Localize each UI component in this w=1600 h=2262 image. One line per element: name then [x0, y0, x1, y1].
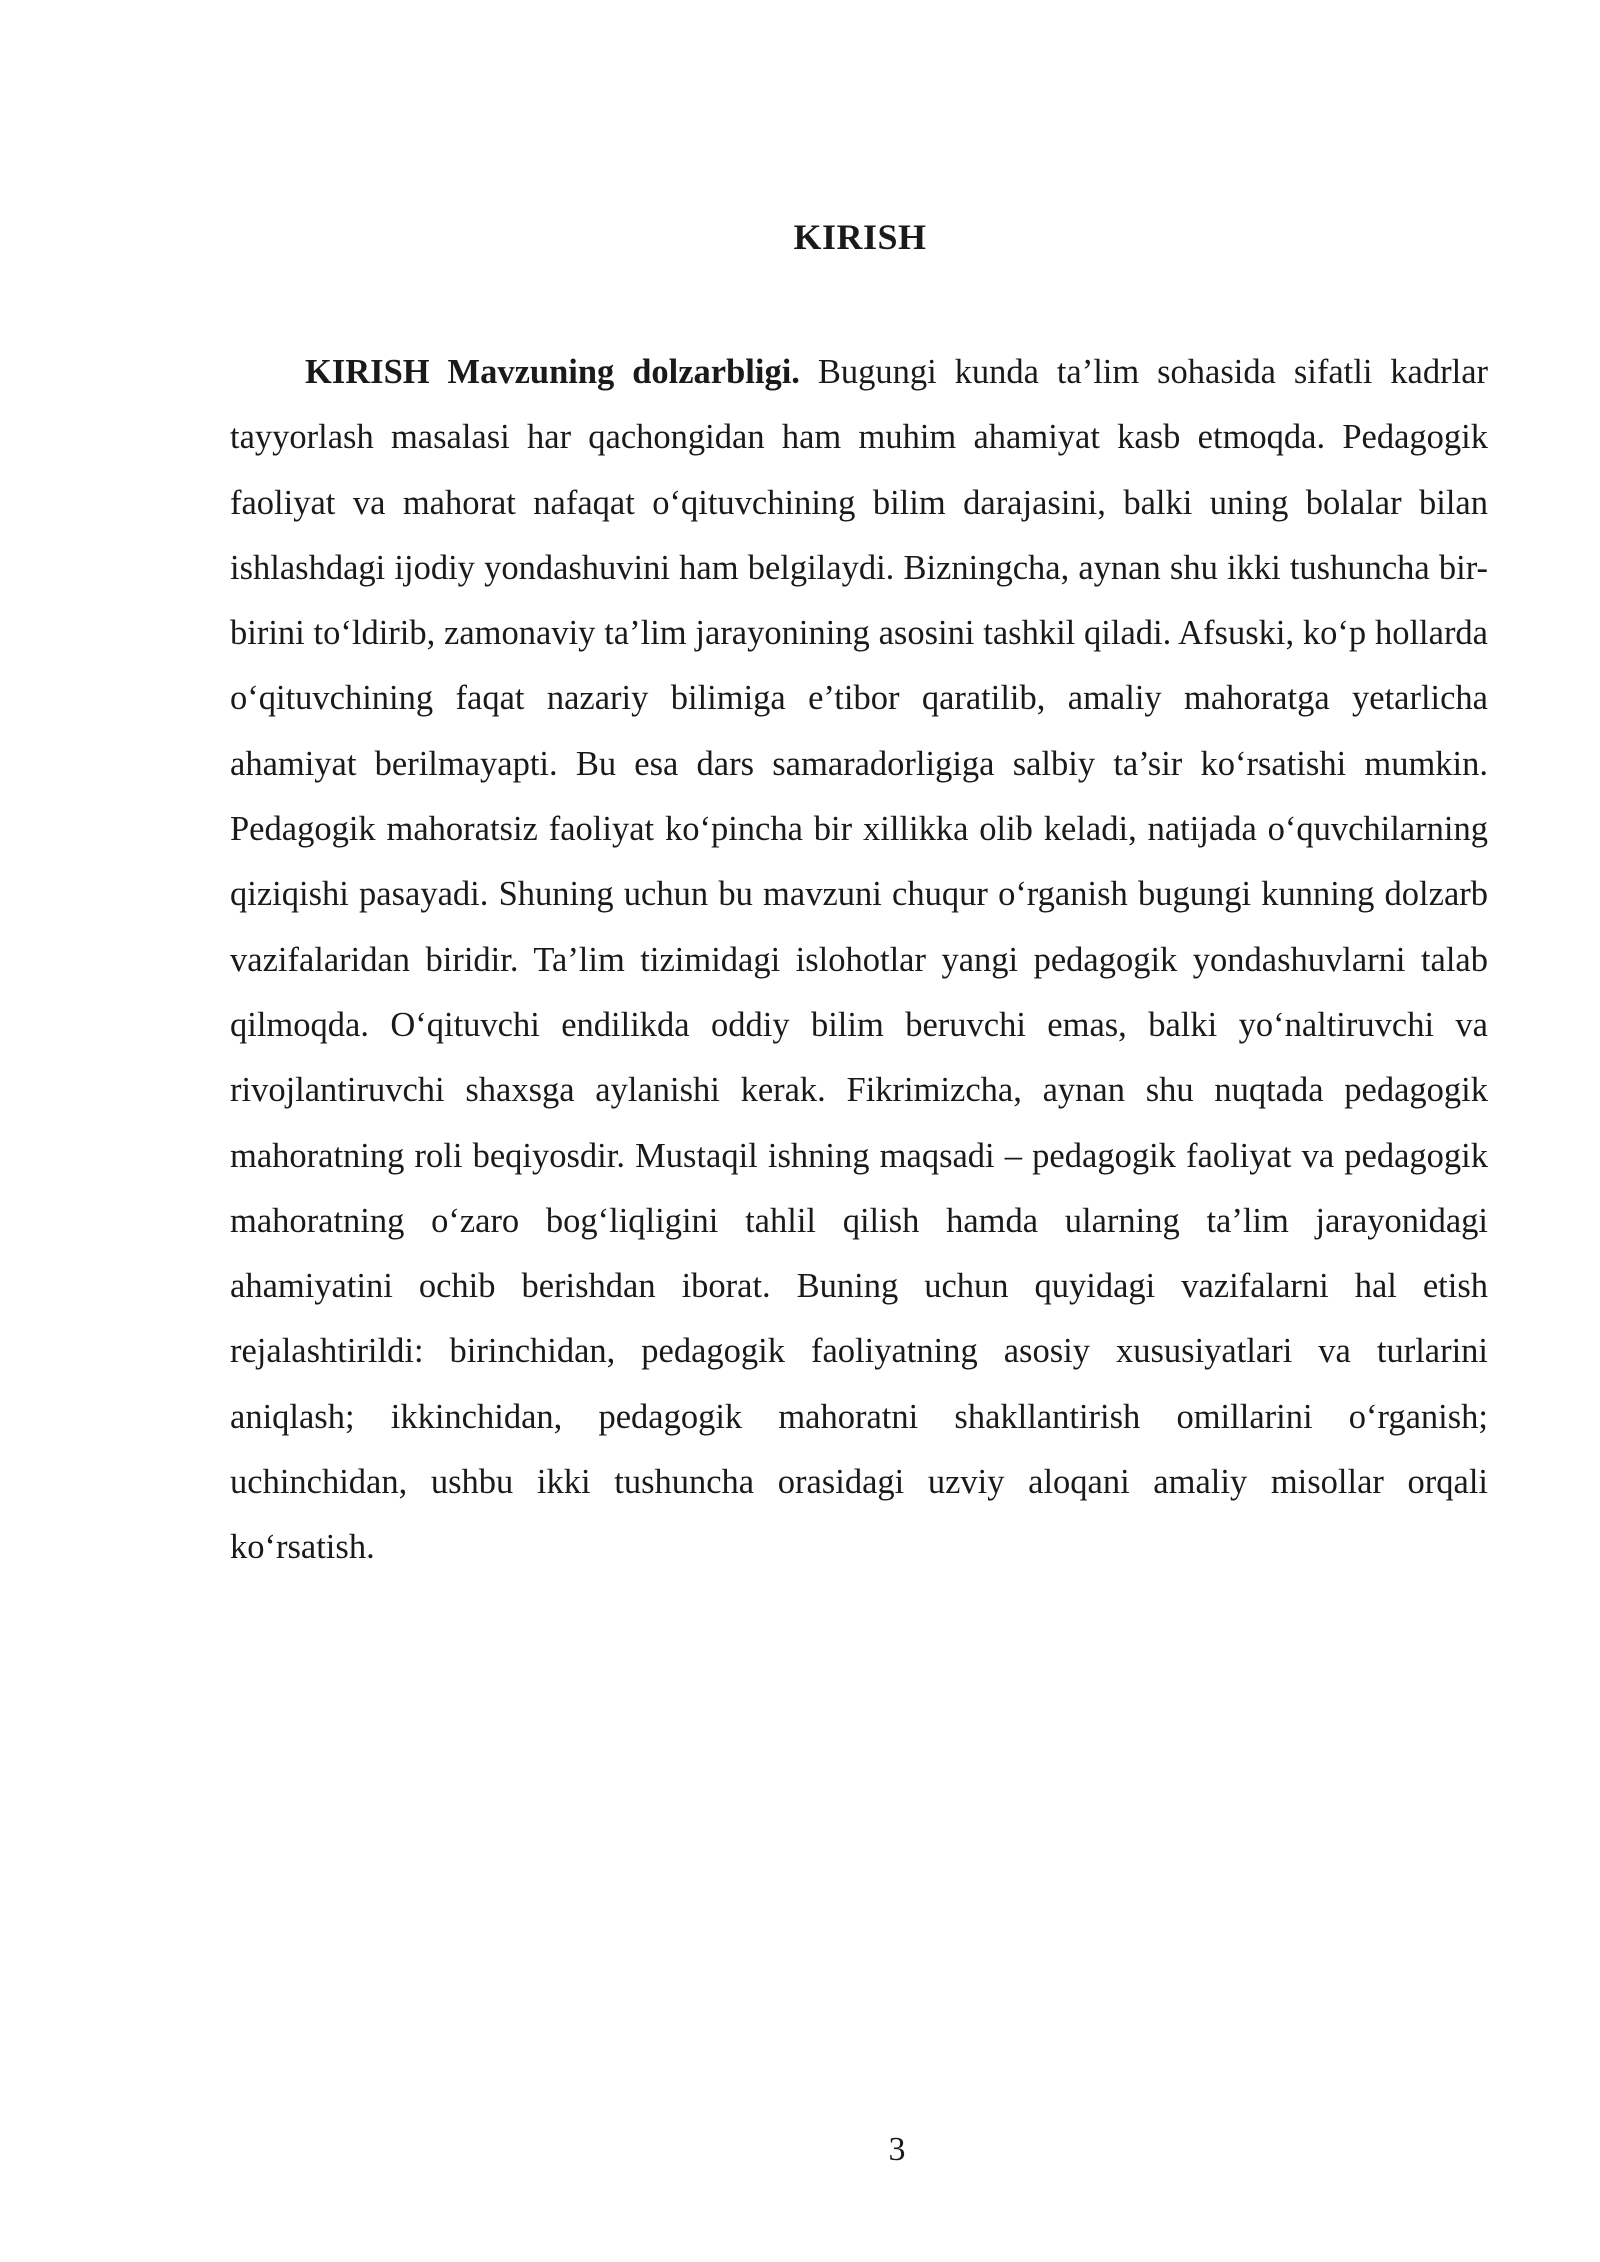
- body-paragraph: [230, 340, 1488, 1581]
- paragraph-lead: KIRISH Mavzuning dolzarbligi.: [305, 353, 800, 391]
- page-number: 3: [888, 2131, 906, 2168]
- section-heading: KIRISH: [793, 217, 927, 257]
- paragraph-text: Bugungi kunda ta’lim sohasida sifatli kadrlar tayyorlash masalasi har qachongidan ham muhim ahamiyat kasb etmoqda. Pedagogik faoliyat va mahorat nafaqat o‘qituvchining bilim darajasini, balki uning bolalar bilan ishlashdagi ijodiy yondashuvini ham belgilaydi. Bizningcha, aynan shu ikki tushuncha bir-birini to‘ldirib, zamonaviy ta’lim jarayonining asosini tashkil qiladi. Afsuski, ko‘p hollarda o‘qituvchining faqat nazariy bilimiga e’tibor qaratilib, amaliy mahoratga yetarlicha ahamiyat berilmayapti. Bu esa dars samaradorligiga salbiy ta’sir ko‘rsatishi mumkin. Pedagogik mahoratsiz faoliyat ko‘pincha bir xillikka olib keladi, natijada o‘quvchilarning qiziqishi pasayadi. Shuning uchun bu mavzuni chuqur o‘rganish bugungi kunning dolzarb vazifalaridan biridir. Ta’lim tizimidagi islohotlar yangi pedagogik yondashuvlarni talab qilmoqda. O‘qituvchi endilikda oddiy bilim beruvchi emas, balki yo‘naltiruvchi va rivojlantiruvchi shaxsga aylanishi kerak. Fikrimizcha, aynan shu nuqtada pedagogik mahoratning roli beqiyosdir. Mustaqil ishning maqsadi – pedagogik faoliyat va pedagogik mahoratning o‘zaro bog‘liqligini tahlil qilish hamda ularning ta’lim jarayonidagi ahamiyatini ochib berishdan iborat. Buning uchun quyidagi vazifalarni hal etish rejalashtirildi: birinchidan, pedagogik faoliyatning asosiy xususiyatlari va turlarini aniqlash; ikkinchidan, pedagogik mahoratni shakllantirish omillarini o‘rganish; uchinchidan, ushbu ikki tushuncha orasidagi uzviy aloqani amaliy misollar orqali ko‘rsatish.: [230, 353, 1488, 1567]
